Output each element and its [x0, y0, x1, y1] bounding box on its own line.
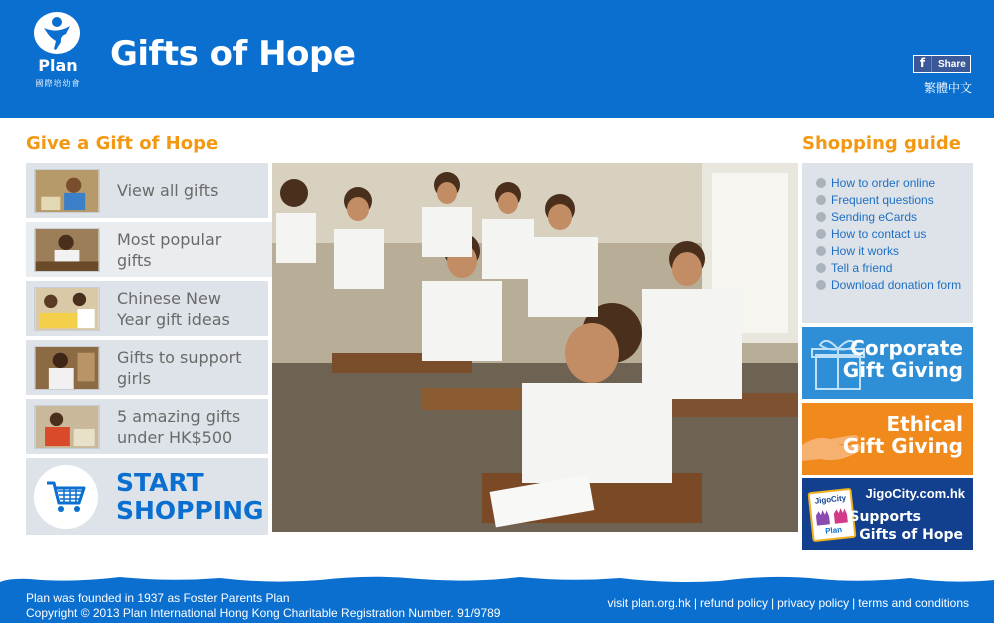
menu-label: 5 amazing gifts under HK$500 — [117, 406, 241, 447]
gift-menu — [26, 163, 268, 535]
thumb-image — [34, 169, 100, 213]
guide-link-tell-friend[interactable]: Tell a friend — [816, 260, 973, 277]
menu-label: Chinese New Year gift ideas — [117, 288, 230, 329]
guide-link-order-online[interactable]: How to order online — [816, 175, 973, 192]
bullet-icon — [816, 229, 826, 239]
footer-copyright-text: Copyright © 2013 Plan International Hong Kong Charitable Registration Number. 91/9789 — [26, 606, 501, 620]
menu-item-under-500[interactable] — [26, 399, 268, 454]
facebook-share-button[interactable] — [913, 55, 971, 73]
guide-link-contact[interactable]: How to contact us — [816, 226, 973, 243]
separator: | — [693, 596, 697, 610]
plan-logo[interactable] — [30, 10, 86, 90]
menu-item-support-girls[interactable] — [26, 340, 268, 395]
guide-link-download-form[interactable]: Download donation form — [816, 277, 973, 294]
logo-subtext: 國際培幼會 — [35, 79, 81, 88]
share-label: Share — [938, 58, 966, 70]
jigocity-title: JigoCity.com.hk — [865, 486, 965, 501]
thumb-image — [34, 228, 100, 272]
footer-link-privacy[interactable]: privacy policy — [777, 596, 850, 610]
footer-links — [607, 596, 969, 610]
facebook-icon: f — [914, 56, 932, 72]
jigocity-banner-text: Supports Gifts of Hope — [849, 509, 963, 543]
footer-founded-text: Plan was founded in 1937 as Foster Parents Plan — [26, 591, 290, 605]
site-title: Gifts of Hope — [110, 34, 356, 74]
bullet-icon — [816, 195, 826, 205]
language-link[interactable]: 繁體中文 — [924, 81, 973, 95]
shopping-cart-icon — [45, 479, 87, 515]
logo-text: Plan — [38, 56, 78, 75]
menu-label: Most popular gifts — [117, 229, 222, 270]
thumb-image — [34, 287, 100, 331]
menu-label: View all gifts — [117, 181, 219, 200]
plan-logo-icon — [34, 12, 80, 54]
bullet-icon — [816, 212, 826, 222]
cart-icon-circle — [34, 465, 98, 529]
hero-image — [272, 163, 798, 532]
start-shopping-button[interactable] — [26, 458, 268, 535]
bullet-icon — [816, 280, 826, 290]
guide-link-ecards[interactable]: Sending eCards — [816, 209, 973, 226]
menu-item-view-all[interactable] — [26, 163, 268, 218]
ethical-banner-text: Ethical Gift Giving — [842, 412, 963, 458]
footer-link-visit-plan[interactable]: visit plan.org.hk — [607, 596, 691, 610]
header-brush-edge — [0, 96, 994, 122]
menu-item-most-popular[interactable] — [26, 222, 268, 277]
separator: | — [770, 596, 775, 610]
menu-label: Gifts to support girls — [117, 347, 242, 388]
shopping-guide-heading: Shopping guide — [802, 133, 962, 154]
footer-link-refund[interactable]: refund policy — [699, 596, 768, 610]
hero-classroom-photo — [272, 163, 798, 532]
ethical-gift-giving-banner[interactable] — [802, 403, 973, 475]
gift-of-hope-heading: Give a Gift of Hope — [26, 133, 219, 154]
footer-link-terms[interactable]: terms and conditions — [858, 596, 969, 610]
start-shopping-label: START SHOPPING — [116, 467, 264, 525]
menu-item-chinese-new-year[interactable] — [26, 281, 268, 336]
separator: | — [852, 596, 856, 610]
corporate-banner-text: Corporate Gift Giving — [842, 336, 963, 382]
bullet-icon — [816, 178, 826, 188]
guide-link-faq[interactable]: Frequent questions — [816, 192, 973, 209]
bullet-icon — [816, 246, 826, 256]
bullet-icon — [816, 263, 826, 273]
jigocity-banner[interactable] — [802, 478, 973, 550]
shopping-guide-panel — [802, 163, 973, 323]
jigocity-badge: JigoCity Plan — [808, 488, 857, 542]
corporate-gift-giving-banner[interactable] — [802, 327, 973, 399]
guide-link-how-it-works[interactable]: How it works — [816, 243, 973, 260]
footer — [0, 583, 994, 623]
thumb-image — [34, 405, 100, 449]
thumb-image — [34, 346, 100, 390]
